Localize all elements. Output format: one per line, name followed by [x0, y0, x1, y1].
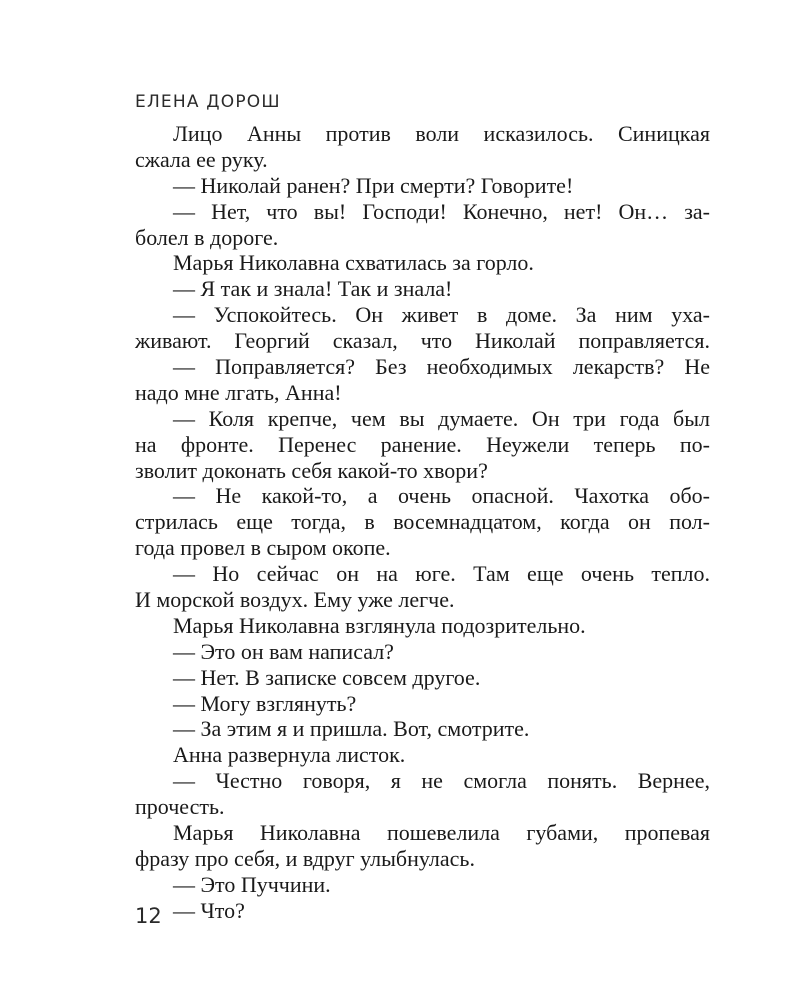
text-line: — Это он вам написал?: [173, 638, 394, 664]
text-line: — Честно говоря, я не смогла понять. Вернее,: [173, 768, 710, 794]
text-line: — Не какой-то, а очень опасной. Чахотка обо-: [173, 483, 710, 509]
text-line: зволит доконать себя какой-то хвори?: [135, 457, 488, 483]
text-line: стрилась еще тогда, в восемнадцатом, когда он пол-: [135, 509, 710, 535]
page-number: 12: [135, 904, 162, 928]
text-line: — Что?: [173, 897, 245, 923]
text-line: фразу про себя, и вдруг улыбнулась.: [135, 845, 475, 871]
text-line: — Николай ранен? При смерти? Говорите!: [173, 172, 574, 198]
text-line: надо мне лгать, Анна!: [135, 379, 342, 405]
text-line: на фронте. Перенес ранение. Неужели теперь по-: [135, 431, 710, 457]
text-line: — Коля крепче, чем вы думаете. Он три года был: [173, 405, 710, 431]
text-line: живают. Георгий сказал, что Николай поправляется.: [135, 328, 710, 354]
text-line: — Я так и знала! Так и знала!: [173, 276, 453, 302]
text-line: И морской воздух. Ему уже легче.: [135, 587, 455, 613]
text-line: — Нет, что вы! Господи! Конечно, нет! Он… за-: [173, 198, 710, 224]
text-line: Анна развернула листок.: [173, 742, 406, 768]
text-line: — Но сейчас он на юге. Там еще очень тепло.: [173, 561, 710, 587]
text-line: сжала ее руку.: [135, 146, 268, 172]
text-line: — Это Пуччини.: [173, 871, 331, 897]
text-line: — Могу взглянуть?: [173, 690, 357, 716]
text-line: прочесть.: [135, 794, 225, 820]
body-text: [135, 121, 710, 924]
text-line: Марья Николавна схватилась за горло.: [173, 250, 534, 276]
text-line: года провел в сыром окопе.: [135, 535, 391, 561]
running-head-author: ЕЛЕНА ДОРОШ: [135, 92, 281, 112]
text-line: — Успокойтесь. Он живет в доме. За ним уха-: [173, 302, 710, 328]
text-line: Марья Николавна взглянула подозрительно.: [173, 612, 586, 638]
text-line: Марья Николавна пошевелила губами, пропевая: [173, 820, 710, 846]
text-line: — Нет. В записке совсем другое.: [173, 664, 481, 690]
text-line: — Поправляется? Без необходимых лекарств? Не: [173, 354, 710, 380]
text-line: Лицо Анны против воли исказилось. Синицкая: [173, 121, 710, 146]
text-line: — За этим я и пришла. Вот, смотрите.: [173, 716, 530, 742]
text-line: болел в дороге.: [135, 224, 279, 250]
